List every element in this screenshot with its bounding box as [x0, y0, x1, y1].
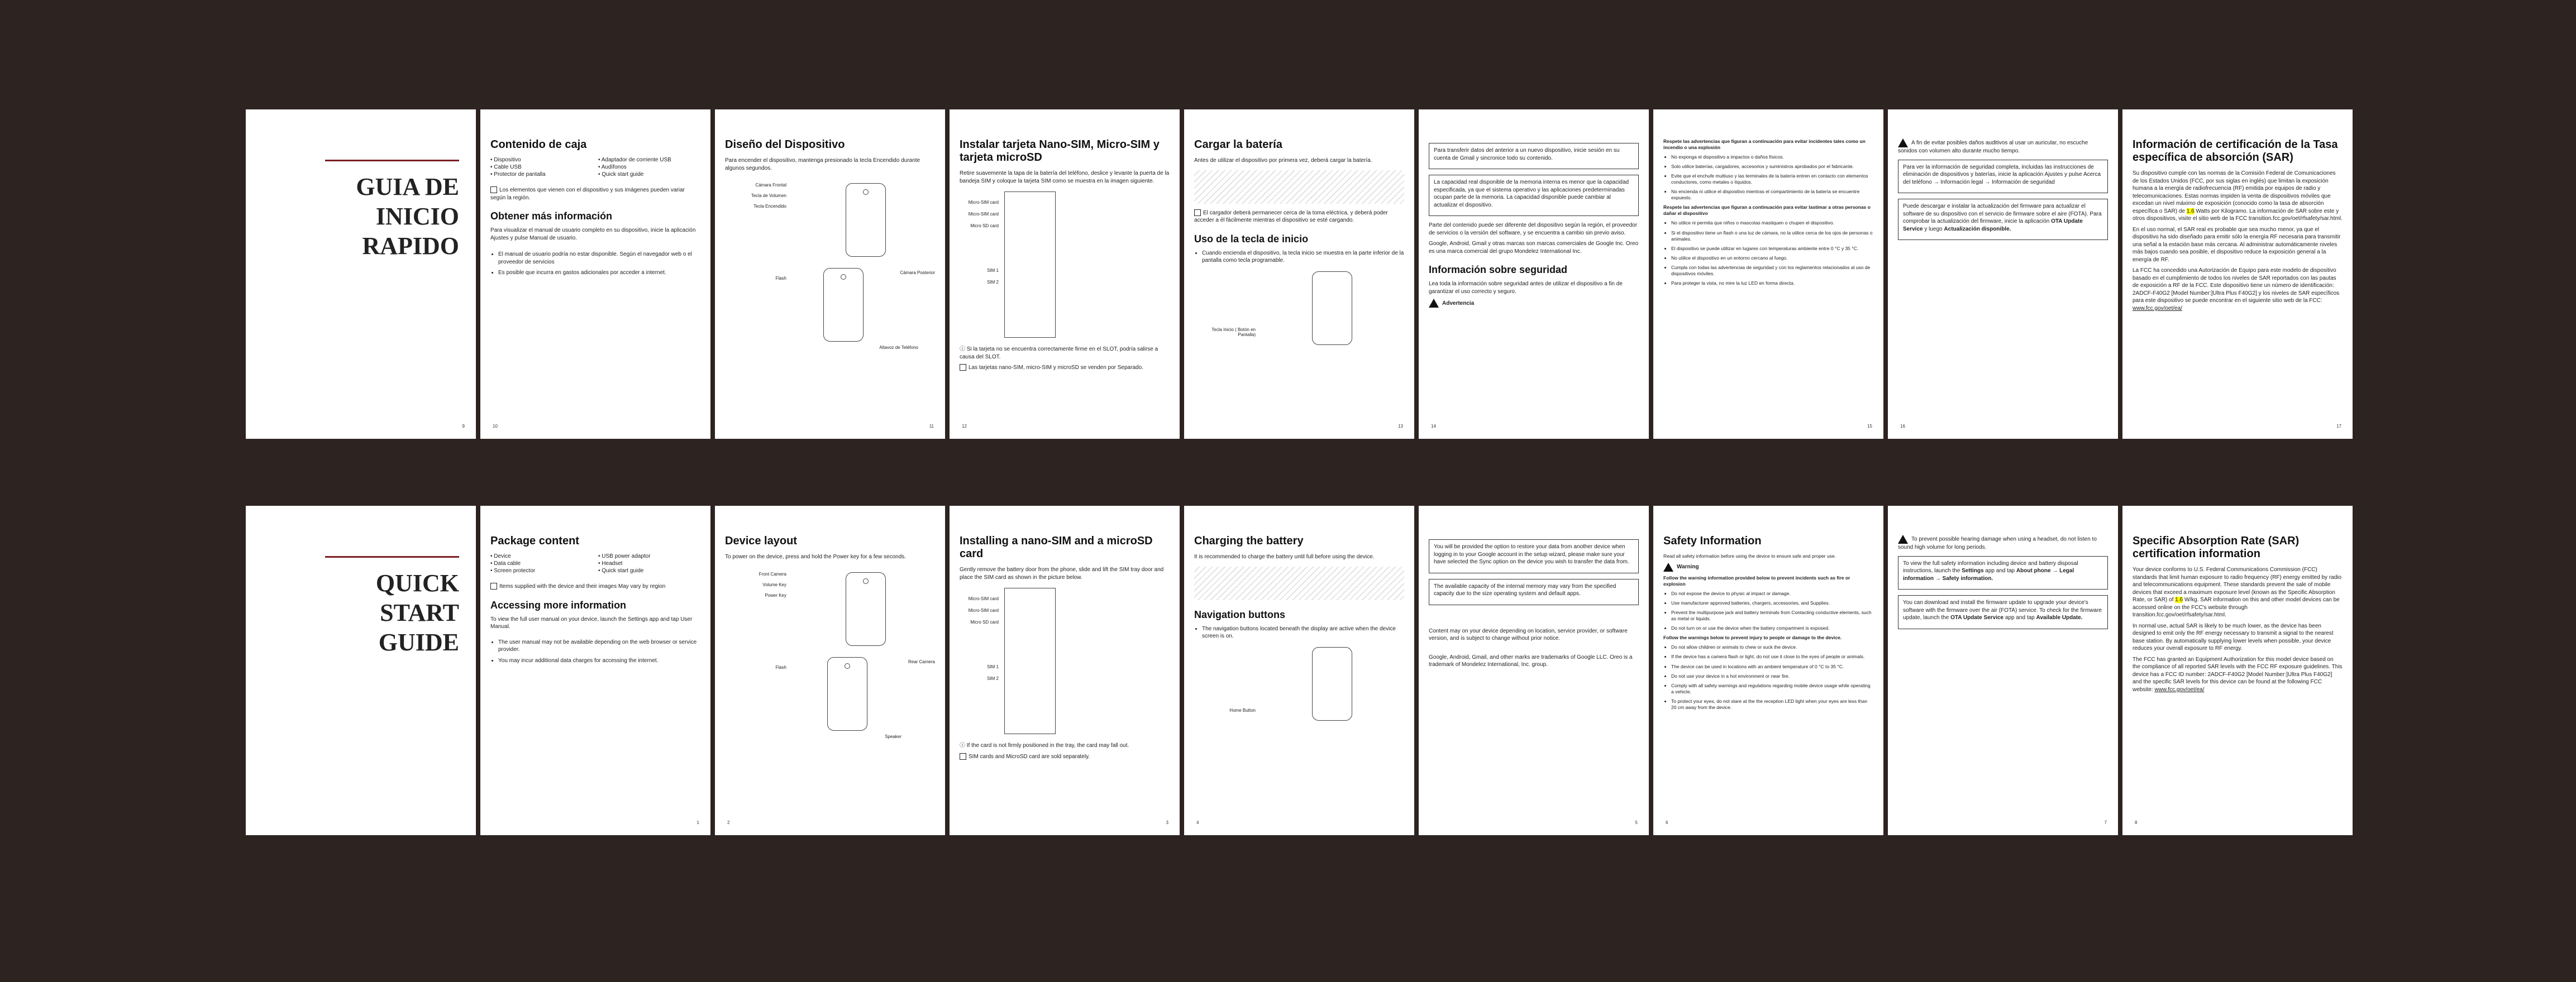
page-number: 8	[2135, 820, 2138, 825]
page-hearing-en	[1888, 506, 2118, 835]
page-title: Package content	[490, 535, 579, 547]
camera-icon	[841, 274, 846, 280]
note-icon	[490, 583, 497, 590]
app-name: OTA Update Service	[1950, 615, 2004, 621]
page-number: 11	[929, 424, 934, 429]
paragraph: A fin de evitar posibles daños auditivos al usar un auricular, no escuche sonidos con volumen alto durante mucho tiempo.	[1898, 140, 2088, 154]
list-item: Data cable	[494, 561, 521, 567]
page-title: Charging the battery	[1194, 535, 1304, 547]
phone-back-illustration	[823, 268, 864, 342]
text-run: y luego	[1923, 226, 1944, 232]
highlight: 1.6	[2175, 597, 2183, 603]
slot-label: SIM 1	[987, 664, 999, 670]
phone-back-illustration	[827, 657, 867, 731]
menu-path: About phone → Legal information → Safety information.	[1903, 568, 2074, 582]
page-number: 13	[1398, 424, 1403, 429]
list-item: Cable USB	[494, 164, 522, 170]
paragraph: To view the full user manual on your device, launch the Settings app and tap User Manual.	[490, 616, 693, 630]
page-title: Instalar tarjeta Nano-SIM, Micro-SIM y tarjeta microSD	[960, 138, 1160, 164]
sim-illustration	[960, 585, 1170, 737]
cover-title-line: QUICK	[375, 569, 459, 597]
note-icon	[490, 186, 497, 193]
callout-label: Altavoz de Teléfono	[879, 345, 918, 350]
paragraph	[2133, 656, 2343, 694]
text-run: The FCC has granted an Equipment Authorization for this model device based on the compliance of all reported SAR levels with the FCC RF exposure guidelines. This device has a FCC ID number: 2ADCF-F40G2 [Model Number:]Ultra Plus F40G2] and the specific SAR levels for this device can be found at the following FCC website:	[2133, 656, 2343, 693]
list-item: • The navigation buttons located beneath the display are active when the device screen is on.	[1202, 625, 1404, 640]
page-title: Device layout	[725, 535, 797, 547]
slot-label: Micro SD card	[970, 619, 999, 625]
section-title: Navigation buttons	[1194, 609, 1285, 620]
callout-label: Power Key	[765, 592, 786, 598]
callout-label: Front Camera	[759, 571, 786, 577]
warning-heading: Respete las advertencias que figuran a continuación para evitar lastimar a otras personas o dañar el dispositivo	[1663, 204, 1871, 217]
paragraph: Read all safety information before using the device to ensure safe and proper use.	[1663, 553, 1836, 559]
list-item: Adaptador de corriente USB	[601, 157, 671, 163]
list-item: Protector de pantalla	[494, 171, 546, 178]
app-name: OTA Update Service	[1903, 218, 2083, 232]
warning-heading: Respete las advertencias que figuran a continuación para evitar incidentes tales como un incendio o una explosión	[1663, 138, 1866, 151]
page-cover-es	[246, 109, 476, 439]
list-item: Audífonos	[601, 164, 627, 170]
list-item: • El manual de usuario podría no estar disponible. Según el navegador web o el proveedor de servicios	[498, 251, 700, 266]
note-icon	[960, 753, 966, 760]
list-item: Screen protector	[494, 568, 536, 574]
warning-label: Warning	[1677, 564, 1699, 571]
box-text	[1903, 599, 2103, 622]
sim-tray	[1004, 588, 1056, 734]
page-warnings-es	[1653, 109, 1883, 439]
menu-path: Available Update.	[2036, 615, 2083, 621]
paragraph: Retire suavemente la tapa de la batería del teléfono, deslice y levante la puerta de la bandeja SIM y coloque la tarjeta SIM como se muestra en la imagen siguiente.	[960, 170, 1170, 184]
page-title: Cargar la batería	[1194, 138, 1282, 151]
warning-icon	[1429, 299, 1439, 308]
list-item: • If the device has a camera flash or light, do not use it close to the eyes of people or animals.	[1671, 654, 1873, 660]
paragraph: Content may on your device depending on location, service provider, or software version, and is subject to change without prior notice.	[1429, 627, 1628, 641]
cover-title-line: START	[380, 598, 459, 626]
callout-label: Flash	[775, 276, 786, 281]
text-run: Su dispositivo cumple con las normas de la Comisión Federal de Comunicaciones de los Estados Unidos (FCC, por sus siglas en inglés) que limitan la exposición humana a la energía de radiofrecuencia (RF) emitida por equipos de radio y telecomunicaciones. Estas normas impiden la venta de dispositivos móviles que excedan un nivel máximo de exposición (conocido como la tasa de absorción específica o SAR) de	[2133, 170, 2336, 214]
note-text: Si la tarjeta no se encuentra correctamente firme en el SLOT, podría salirse a causa del SLOT.	[960, 346, 1158, 360]
page-title: Installing a nano-SIM and a microSD card	[960, 535, 1153, 560]
slot-label: Micro-SIM card	[968, 200, 999, 205]
list-item: • Do not turn on or use the device when the battery compartment is exposed.	[1671, 625, 1873, 631]
list-item: • The user manual may not be available depending on the web browser or service provider.	[498, 639, 700, 654]
camera-icon	[845, 663, 850, 669]
box-text	[1903, 560, 2103, 583]
list-item: • Cuando encienda el dispositivo, la tecla inicio se muestra en la parte inferior de la pantalla como tecla programable.	[1202, 250, 1404, 265]
warning-label: Advertencia	[1442, 300, 1475, 306]
cover-title-line: GUIA DE	[356, 173, 459, 200]
list-item: Quick start guide	[602, 171, 644, 178]
page-number: 16	[1900, 424, 1905, 429]
list-item: • Evite que el enchufe multiuso y las terminales de la batería entren en contacto con elementos conductores, como metales o líquidos.	[1671, 173, 1873, 185]
list-item: Device	[494, 553, 511, 559]
list-item: • El dispositivo se puede utilizar en lugares con temperaturas ambiente entre 0 °C y 35 °C.	[1671, 246, 1873, 252]
text-run: W/kg. SAR information on this and other model devices can be accessed online on the FCC's website through transition.fcc.gov/oet/rfsafety/sar.html.	[2133, 597, 2340, 618]
cover-rule	[325, 160, 459, 161]
callout-label: Cámara Frontal	[755, 183, 786, 188]
warning-icon	[1898, 535, 1908, 544]
box-text	[1903, 203, 2103, 233]
charger-illustration	[1194, 567, 1404, 600]
list-item: • Use manufacturer approved batteries, chargers, accessories, and Supplies.	[1671, 600, 1873, 606]
paragraph: En el uso normal, el SAR real es probable que sea mucho menor, ya que el dispositivo ha sido diseñado para emitir sólo la energía RF necesaria para transmitir una señal a la estación base más cercana. Al administrar automáticamente niveles más bajos cuando sea posible, el dispositivo reduce la exposición general a la energía de RF.	[2133, 226, 2341, 263]
paragraph: It is recommended to charge the battery until full before using the device.	[1194, 554, 1375, 560]
warning-heading: Follow the warning information provided below to prevent incidents such as fire or explosion	[1663, 575, 1850, 587]
section-title: Información sobre seguridad	[1429, 264, 1568, 275]
page-layout-es	[715, 109, 945, 439]
page-title: Contenido de caja	[490, 138, 587, 151]
list-item: Dispositivo	[494, 157, 521, 163]
page-title: Información de certificación de la Tasa específica de absorción (SAR)	[2133, 138, 2338, 164]
text-run: Your device conforms to U.S. Federal Communications Commission (FCC) standards that limit human exposure to radio frequency (RF) energy emitted by radio and telecommunications equipment. These standards prevent the sale of mobile devices that exceed a maximum exposure level (known as the Specific Absorption Rate, or SAR) of	[2133, 567, 2342, 603]
slot-label: Micro-SIM card	[968, 211, 999, 217]
slot-label: Micro SD card	[970, 223, 999, 228]
list-item: • No utilice el dispositivo en un entorno cercano al fuego.	[1671, 255, 1873, 261]
page-hearing-es	[1888, 109, 2118, 439]
page-number: 1	[697, 820, 699, 825]
list-item: Headset	[602, 561, 623, 567]
warning-heading: Follow the warnings below to prevent injury to people or damage to the device.	[1663, 635, 1842, 641]
box-text: Para transferir datos del anterior a un nuevo dispositivo, inicie sesión en su cuenta de Gmail y sincronice todo su contenido.	[1434, 147, 1620, 161]
sim-illustration	[960, 188, 1170, 341]
phone-front-illustration	[846, 183, 886, 257]
page-title: Specific Absorption Rate (SAR) certification information	[2133, 535, 2300, 560]
callouts-left	[725, 180, 786, 212]
page-battery-es	[1184, 109, 1414, 439]
page-number: 10	[493, 424, 498, 429]
list-item: • Es posible que incurra en gastos adicionales por acceder a internet.	[498, 269, 700, 277]
phone-front-illustration	[846, 572, 886, 646]
warning-icon	[1898, 138, 1908, 147]
section-title: Obtener más información	[490, 210, 613, 222]
section-title: Uso de la tecla de inicio	[1194, 233, 1309, 245]
paragraph	[2133, 267, 2343, 312]
paragraph: To power on the device, press and hold the Power key for a few seconds.	[725, 554, 907, 560]
cover-title-line: INICIO	[375, 202, 459, 230]
list-item: • Do not allow children or animals to chew or suck the device.	[1671, 644, 1873, 650]
slot-label: Micro-SIM card	[968, 607, 999, 613]
callout-label: Speaker	[885, 734, 901, 739]
text-run: app and tap	[1983, 568, 2016, 574]
box-text: Para ver la información de seguridad completa, incluidas las instrucciones de eliminación de dispositivos y baterías, inicie la aplicación Ajustes y pulse Acerca del teléfono → Información legal → Información de seguridad	[1903, 164, 2101, 185]
page-number: 9	[462, 424, 465, 429]
page-number: 5	[1635, 820, 1638, 825]
cover-title	[356, 173, 459, 261]
info-box	[1429, 539, 1639, 573]
info-box	[1429, 579, 1639, 605]
box-text: You will be provided the option to restore your data from another device when logging in to your Google account in the setup wizard, please make sure your have selected the Sync option on the device you wish to transfer the data from.	[1434, 544, 1629, 565]
paragraph: Antes de utilizar el dispositivo por primera vez, deberá cargar la batería.	[1194, 157, 1372, 164]
paragraph	[2133, 566, 2343, 619]
list-item: • Prevent the multipurpose jack and battery terminals from Contacting conductive elements, such as metal or liquids.	[1671, 610, 1873, 622]
paragraph: Google, Android, Gmail y otras marcas son marcas comerciales de Google Inc. Oreo es una marca comercial del grupo Mondelez International Inc.	[1429, 241, 1639, 255]
info-icon: ⓘ	[960, 346, 967, 352]
info-box	[1898, 556, 2108, 590]
section-title: Accessing more information	[490, 599, 627, 611]
list-item: • The device can be used in locations with an ambient temperature of 0 °C to 35 °C.	[1671, 664, 1873, 670]
page-battery-en	[1184, 506, 1414, 835]
page-number: 3	[1166, 820, 1168, 825]
page-contents-es	[480, 109, 710, 439]
paragraph: To prevent possible hearing damage when using a headset, do not listen to sound high volume for long periods.	[1898, 536, 2097, 550]
page-transfer-en	[1419, 506, 1649, 835]
list-item: • You may incur additional data charges for accessing the internet.	[498, 657, 700, 665]
page-number: 12	[962, 424, 967, 429]
paragraph: Google, Android, Gmail, and other marks are trademarks of Google LLC. Oreo is a trademark of Mondelez International, Inc. group.	[1429, 654, 1633, 668]
charger-illustration	[1194, 170, 1404, 204]
page-sim-en	[950, 506, 1180, 835]
page-number: 6	[1666, 820, 1668, 825]
list-item: USB power adaptor	[602, 553, 651, 559]
note-text: El cargador deberá permanecer cerca de la toma eléctrica, y deberá poder acceder a él fácilmente mientras el dispositivo se esté cargando.	[1194, 209, 1388, 223]
package-list: • Dispositivo • Adaptador de corriente USB • Cable USB • Audífonos • Protector de pantalla • Quick start guide	[490, 157, 671, 178]
list-item: Quick start guide	[602, 568, 644, 574]
page-safety-en	[1653, 506, 1883, 835]
paragraph: Para encender el dispositivo, mantenga presionado la tecla Encendido durante algunos segundos.	[725, 157, 920, 171]
page-cover-en	[246, 506, 476, 835]
camera-icon	[863, 578, 869, 584]
list-item: • No exponga el dispositivo a impactos o daños físicos.	[1671, 154, 1873, 160]
camera-icon	[863, 189, 869, 195]
page-number: 2	[727, 820, 730, 825]
text-run: Puede descargar e instalar la actualización del firmware para actualizar el software de su dispositivo con el servicio de firmware sobre el aire (FOTA). Para comprobar la actualización del firmware, inicie la aplicación	[1903, 203, 2102, 224]
list-item: • Solo utilice baterías, cargadores, accesorios y suministros aprobados por el fabricante.	[1671, 164, 1873, 170]
page-layout-en	[715, 506, 945, 835]
info-box	[1429, 143, 1639, 169]
list-item: • To protect your eyes, do not stare at the the reception LED light when your eyes are less than 20 cm away from the device.	[1671, 698, 1873, 711]
info-box	[1898, 160, 2108, 194]
list-item: • Para proteger la vista, no mire la luz LED en forma directa.	[1671, 280, 1873, 286]
note-text: If the card is not firmly positioned in the tray, the card may fall out.	[966, 743, 1129, 749]
list-item: • No utilice ni permita que niños o mascotas mastiquen o chupen el dispositivo.	[1671, 220, 1873, 226]
info-icon: ⓘ	[960, 743, 967, 749]
highlight: 1.6	[2186, 208, 2195, 214]
sim-tray	[1004, 191, 1056, 338]
paragraph: Para visualizar el manual de usuario completo en su dispositivo, inicie la aplicación Ajustes y pulse Manual de usuario.	[490, 227, 696, 241]
page-transfer-es	[1419, 109, 1649, 439]
note-text: Los elementos que vienen con el dispositivo y sus imágenes pueden variar según la región.	[490, 187, 685, 201]
note-text: Las tarjetas nano-SIM, micro-SIM y microSD se venden por Separado.	[969, 365, 1143, 371]
page-contents-en	[480, 506, 710, 835]
paragraph	[2133, 170, 2343, 223]
list-item: • Si el dispositivo tiene un flash o una luz de cámara, no la utilice cerca de los ojos de personas o animales.	[1671, 230, 1873, 242]
warning-icon	[1663, 563, 1673, 572]
page-sim-es	[950, 109, 1180, 439]
box-text: La capacidad real disponible de la memoria interna es menor que la capacidad especificada, ya que el sistema operativo y las aplicaciones predeterminadas ocupan parte de la memoria. La capacidad disponible puede cambiar al actualizar el dispositivo.	[1434, 179, 1629, 208]
phone-illustration	[1312, 271, 1352, 345]
info-box	[1429, 175, 1639, 216]
cover-title-line: GUIDE	[378, 628, 459, 656]
callout-label: Flash	[775, 664, 786, 670]
slot-label: SIM 2	[987, 676, 999, 682]
menu-path: Actualización disponible.	[1944, 226, 2011, 232]
page-number: 7	[2104, 820, 2107, 825]
list-item: • Comply with all safety warnings and regulations regarding mobile device usage while operating a vehicle.	[1671, 683, 1873, 695]
slot-label: SIM 1	[987, 268, 999, 274]
callout-label: Tecla Encendido	[753, 204, 786, 209]
fcc-link[interactable]: www.fcc.gov/oet/ea/	[2154, 686, 2205, 693]
paragraph: Parte del contenido puede ser diferente del dispositivo según la región, el proveedor de servicios o la versión del software, y se encuentra a cambio sin previo aviso.	[1429, 222, 1638, 236]
page-title: Diseño del Dispositivo	[725, 138, 845, 151]
info-box	[1898, 199, 2108, 240]
text-run: You can download and install the firmware update to upgrade your device's software with the firmware over the air (FOTA) service. To check for the firmware update, launch the	[1903, 600, 2102, 621]
cover-rule	[325, 556, 459, 558]
text-run: Watts por Kilogramo. La información de SAR sobre este y otros dispositivos, visite el sitio web de la FCC transition.fcc.gov/oet/rfsafety/sar.html.	[2133, 208, 2343, 222]
info-box	[1898, 595, 2108, 629]
phone-illustration	[1312, 647, 1352, 721]
paragraph: In normal use, actual SAR is likely to be much lower, as the device has been designed to emit only the RF energy necessary to transmit a signal to the nearest base station. By automatically supplying lower levels when possible, your device reduces your overall exposure to RF energy.	[2133, 622, 2334, 652]
page-number: 14	[1431, 424, 1436, 429]
note-icon	[1194, 209, 1201, 216]
text-run: To view the full safety information including device and battery disposal instructions, launch the	[1903, 560, 2078, 574]
page-number: 17	[2336, 424, 2341, 429]
note-icon	[960, 364, 966, 371]
note-text: Items supplied with the device and their images May vary by region	[499, 583, 666, 590]
callouts-left	[725, 569, 786, 601]
slot-label: Micro-SIM card	[968, 596, 999, 601]
text-run: app and tap	[2003, 615, 2036, 621]
text-run: La FCC ha concedido una Autorización de Equipo para este modelo de dispositivo basado en el cumplimiento de todos los niveles de SAR reportados con las pautas de exposición a RF de la FCC. Este dispositivo tiene un número de identificación: 2ADCF-F40G2 [Model Number:]Ultra Plus F40G2] y los niveles de SAR específicos para este dispositivo se puede encontrar en el siguiente sitio web de la FCC:	[2133, 267, 2340, 304]
page-title: Safety Information	[1663, 535, 1762, 547]
list-item: • Do not expose the device to physic al impact or damage.	[1671, 591, 1873, 597]
callout-label: Tecla Inicio ( Botón en Pantalla)	[1211, 327, 1256, 337]
paragraph: Gently remove the battery door from the phone, slide and lift the SIM tray door and place the SIM card as shown in the picture below.	[960, 567, 1164, 581]
callout-label: Volume Key	[762, 582, 786, 587]
cover-title-line: RAPIDO	[362, 232, 459, 260]
list-item: • Cumpla con todas las advertencias de seguridad y con los reglamentos relacionados al uso de dispositivos móviles.	[1671, 265, 1873, 277]
callout-label: Tecla de Volumen	[751, 193, 786, 199]
paragraph: Lea toda la información sobre seguridad antes de utilizar el dispositivo a fin de garantizar el uso correcto y seguro.	[1429, 281, 1623, 295]
list-item: • Do not use your device in a hot environment or near fire.	[1671, 673, 1873, 679]
box-text: The available capacity of the internal memory may vary from the specified capacity due to the size operating system and default apps.	[1434, 583, 1616, 597]
slot-label: SIM 2	[987, 280, 999, 285]
page-sar-es	[2122, 109, 2353, 439]
app-name: Settings	[1962, 568, 1984, 574]
page-sar-en	[2122, 506, 2353, 835]
cover-title	[376, 569, 459, 657]
note-text: SIM cards and MicroSD card are sold separately.	[969, 753, 1090, 760]
package-list: • Device • USB power adaptor • Data cable • Headset • Screen protector • Quick start guide	[490, 553, 651, 574]
list-item: • No encienda ni utilice el dispositivo mientras el compartimiento de la batería se encuentre expuesto.	[1671, 189, 1873, 201]
callout-label: Home Button	[1229, 707, 1256, 713]
page-number: 4	[1196, 820, 1199, 825]
callout-label: Rear Camera	[908, 659, 935, 664]
page-number: 15	[1867, 424, 1872, 429]
fcc-link[interactable]: www.fcc.gov/oet/ea/	[2133, 305, 2182, 312]
callout-label: Cámara Posterior	[900, 270, 935, 275]
